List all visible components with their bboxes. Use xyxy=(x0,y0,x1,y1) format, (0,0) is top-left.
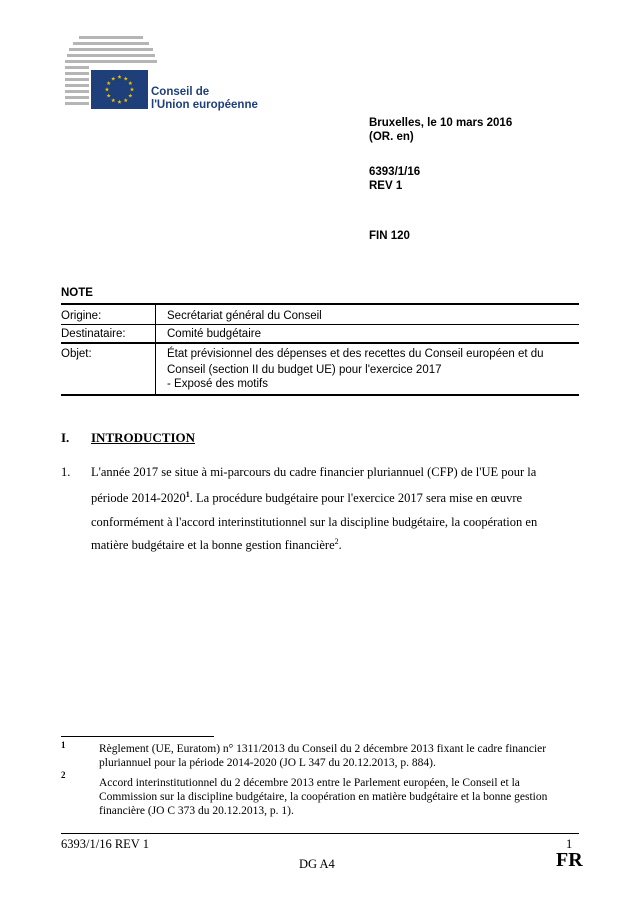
footnote-number: 1 xyxy=(61,740,66,750)
council-name-line1: Conseil de xyxy=(151,86,210,98)
note-title: NOTE xyxy=(61,287,93,299)
paragraph-line xyxy=(91,491,576,506)
section-title: INTRODUCTION xyxy=(91,430,196,445)
table-rule xyxy=(61,324,579,325)
footer-rule xyxy=(61,833,579,834)
language-code: FR xyxy=(556,849,583,871)
paragraph-text: matière budgétaire et la bonne gestion financière xyxy=(91,538,335,552)
footnote-separator xyxy=(61,736,214,737)
council-name-line2: l'Union européenne xyxy=(151,99,258,111)
section-number: I. xyxy=(61,430,70,445)
footnote-ref-1[interactable]: 1 xyxy=(185,489,190,499)
original-language: (OR. en) xyxy=(369,131,414,143)
recipient-label: Destinataire: xyxy=(61,328,126,340)
eu-flag-icon xyxy=(91,70,148,109)
footer-doc-ref: 6393/1/16 REV 1 xyxy=(61,837,149,851)
document-revision: REV 1 xyxy=(369,180,403,192)
footnote-text: Règlement (UE, Euratom) n° 1311/2013 du Conseil du 2 décembre 2013 fixant le cadre financier pluriannuel pour la période 2014-2020 (JO L 347 du 20.12.2013, p. 884). xyxy=(99,743,547,769)
document-date: Bruxelles, le 10 mars 2016 xyxy=(369,117,513,129)
paragraph-line xyxy=(91,538,576,553)
subject-label: Objet: xyxy=(61,348,92,360)
paragraph-number: 1. xyxy=(61,465,71,479)
paragraph-line: L'année 2017 se situe à mi-parcours du cadre financier pluriannuel (CFP) de l'UE pour la xyxy=(91,465,537,479)
origin-value: Secrétariat général du Conseil xyxy=(167,310,322,322)
paragraph-text: période 2014-2020 xyxy=(91,491,186,505)
table-rule-bottom xyxy=(61,394,579,396)
paragraph-text: . La procédure budgétaire pour l'exercice 2017 sera mise en œuvre xyxy=(189,491,523,505)
footnote-text: Accord interinstitutionnel du 2 décembre 2013 entre le Parlement européen, le Conseil et la Commission sur la discipline budgétaire, la coopération en matière budgétaire et la bonne gestion financière (JO C 373 du 20.12.2013, p. 1). xyxy=(99,777,548,817)
subject-value: État prévisionnel des dépenses et des recettes du Conseil européen et du Conseil (section II du budget UE) pour l'exercice 2017 xyxy=(167,348,544,376)
table-rule xyxy=(61,342,579,344)
footnote-number: 2 xyxy=(61,770,66,780)
subject-subtitle: - Exposé des motifs xyxy=(167,378,268,390)
footnote-ref-2[interactable]: 2 xyxy=(334,536,339,546)
paragraph-line: conformément à l'accord interinstitutionnel sur la discipline budgétaire, la coopération en xyxy=(91,515,538,529)
council-name xyxy=(151,86,258,112)
recipient-value: Comité budgétaire xyxy=(167,328,261,340)
document-code: FIN 120 xyxy=(369,230,410,242)
footer-directorate: DG A4 xyxy=(299,857,335,871)
document-number: 6393/1/16 xyxy=(369,166,421,178)
table-rule-top xyxy=(61,303,579,305)
paragraph-text: . xyxy=(338,538,342,552)
table-column-divider xyxy=(155,305,156,395)
page-number: 1 xyxy=(566,837,573,851)
origin-label: Origine: xyxy=(61,310,102,322)
